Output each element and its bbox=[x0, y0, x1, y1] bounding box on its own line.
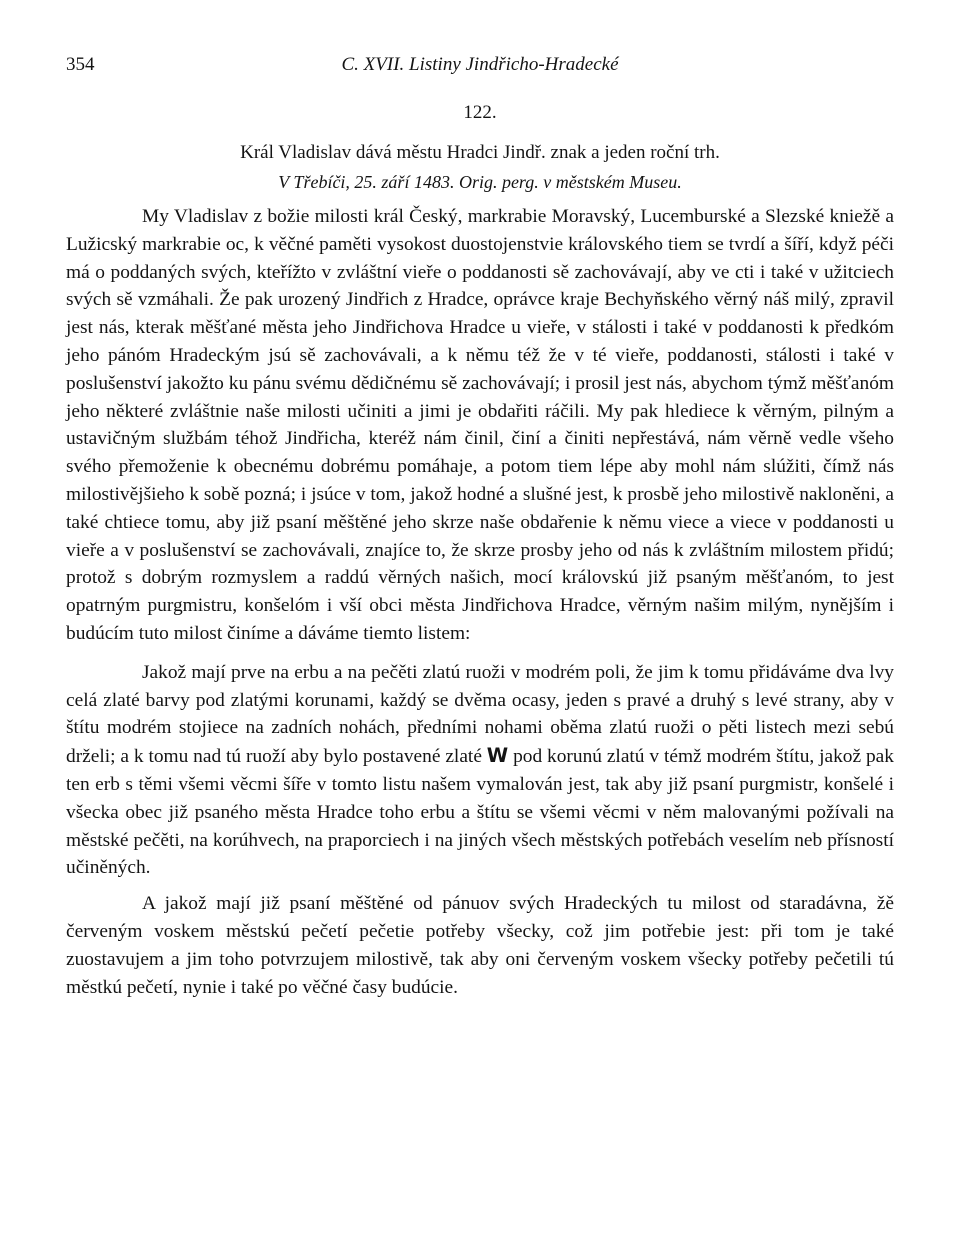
body-paragraph-red-wax: A jakož mají již psaní měštěné od pánuov svých Hradeckých tu milost od staradávna, žě červeným voskem městskú pečetí pečetie potřeby všecky, což jim potřebie jest: při tom je také zuostavujem a jim toho potvrzujem milostivě, tak aby oni červeným voskem všecky potřeby pečetili tú městkú pečetí, nynie i také po věčné časy budúcie. bbox=[66, 893, 894, 998]
letter-w-emblem: W bbox=[486, 744, 509, 768]
arms-text-before-letter: Jakož mají prve na erbu a na pečěti zlatú ruoži v modrém poli, že jim k tomu přidáváme dva lvy celá zlaté barvy pod zlatými korunami, každý se dvěma ocasy, jeden s pravé a druhý s levé strany, aby v štítu modrém stojiece na zadních nohách, předními nohami oběma zlatú ruoži o pěti listech mezi sebú drželi; a k tomu nad tú ruoží aby bylo postavené zlaté bbox=[66, 661, 894, 768]
running-title: C. XVII. Listiny Jindřicho-Hradecké bbox=[341, 54, 619, 75]
page-number: 354 bbox=[66, 54, 95, 75]
document-body bbox=[66, 203, 894, 1001]
arms-text-after-letter: pod korunú zlatú v témž modrém štítu, jakož pak ten erb s těmi všemi věcmi šíře v tomto listu našem vymalován jest, tak aby již psaní purgmistr, konšelé i všecka obec již psaného města Hradce toho erbu a štítu se všemi věcmi v něm malovanými požívali na městské pečěti, na korúhvech, na praporciech i na jiných všech městských potřebách veselím neb přísností učiněných. bbox=[66, 746, 894, 879]
body-paragraph-coat-of-arms bbox=[66, 659, 894, 882]
running-head bbox=[66, 54, 894, 82]
source-note: V Třebíči, 25. září 1483. Orig. perg. v městském Museu. bbox=[278, 172, 682, 192]
body-paragraph-grant: My Vladislav z božie milosti král Český, markrabie Moravský, Lucemburské a Slezské kniežě a Lužicský markrabie oc, k věčné paměti vysokost duostojenstvie královského tiem se tvrdí a šíří, když péči má o poddaných svých, kteřížto v zvláštní vieře o poddanosti sě zachovávají, aby ve cti i také v užitciech svých sě vzmáhali. Že pak urozený Jindřich z Hradce, oprávce kraje Bechyňského věrný náš milý, zpravil jest nás, kterak měšťané města jeho Jindřichova Hradce u vieře, v stálosti i také v poddanosti k předkóm jeho pánóm Hradeckým jsú sě zachovávali, a k němu též že v té vieře, poddanosti, stálosti i také v poslušenství jakožto ku pánu svému dědičnému sě zachovávají; i prosil jest nás, abychom týmž měšťanóm jeho některé zvláštnie naše milosti učiniti a jimi je obdařiti ráčili. My pak hlediece k věrným, pilným a ustavičným službám téhož Jindřicha, kteréž nám činil, činí a činiti nepřestává, nám věrně vedle všeho svého přemoženie k obecnému dobrému pomáhaje, a potom tiem lépe aby mohl nám slúžiti, čímž nás milostivějšieho k sobě pozná; i jsúce v tom, jakož hodné a slušné jest, k prosbě jeho milostivě nakloněni, a také chtiece tomu, aby již psaní měštěné jeho skrze naše obdařenie k němu viece a viece v poddanosti u vieře a v poslušenství se zachovávali, znajíce to, že skrze prosby jeho od nás k zvláštním milostem přidú; protož s dobrým rozmyslem a raddú věrných našich, mocí královskú již psaným měšťanóm, to jest opatrným purgmistru, konšelóm i vší obci města Jindřichova Hradce, věrným našim milým, nynějším i budúcím tuto milost činíme a dáváme tiemto listem: bbox=[66, 206, 894, 644]
document-number: 122. bbox=[463, 102, 497, 123]
document-regest: Král Vladislav dává městu Hradci Jindř. znak a jeden roční trh. bbox=[240, 142, 720, 163]
